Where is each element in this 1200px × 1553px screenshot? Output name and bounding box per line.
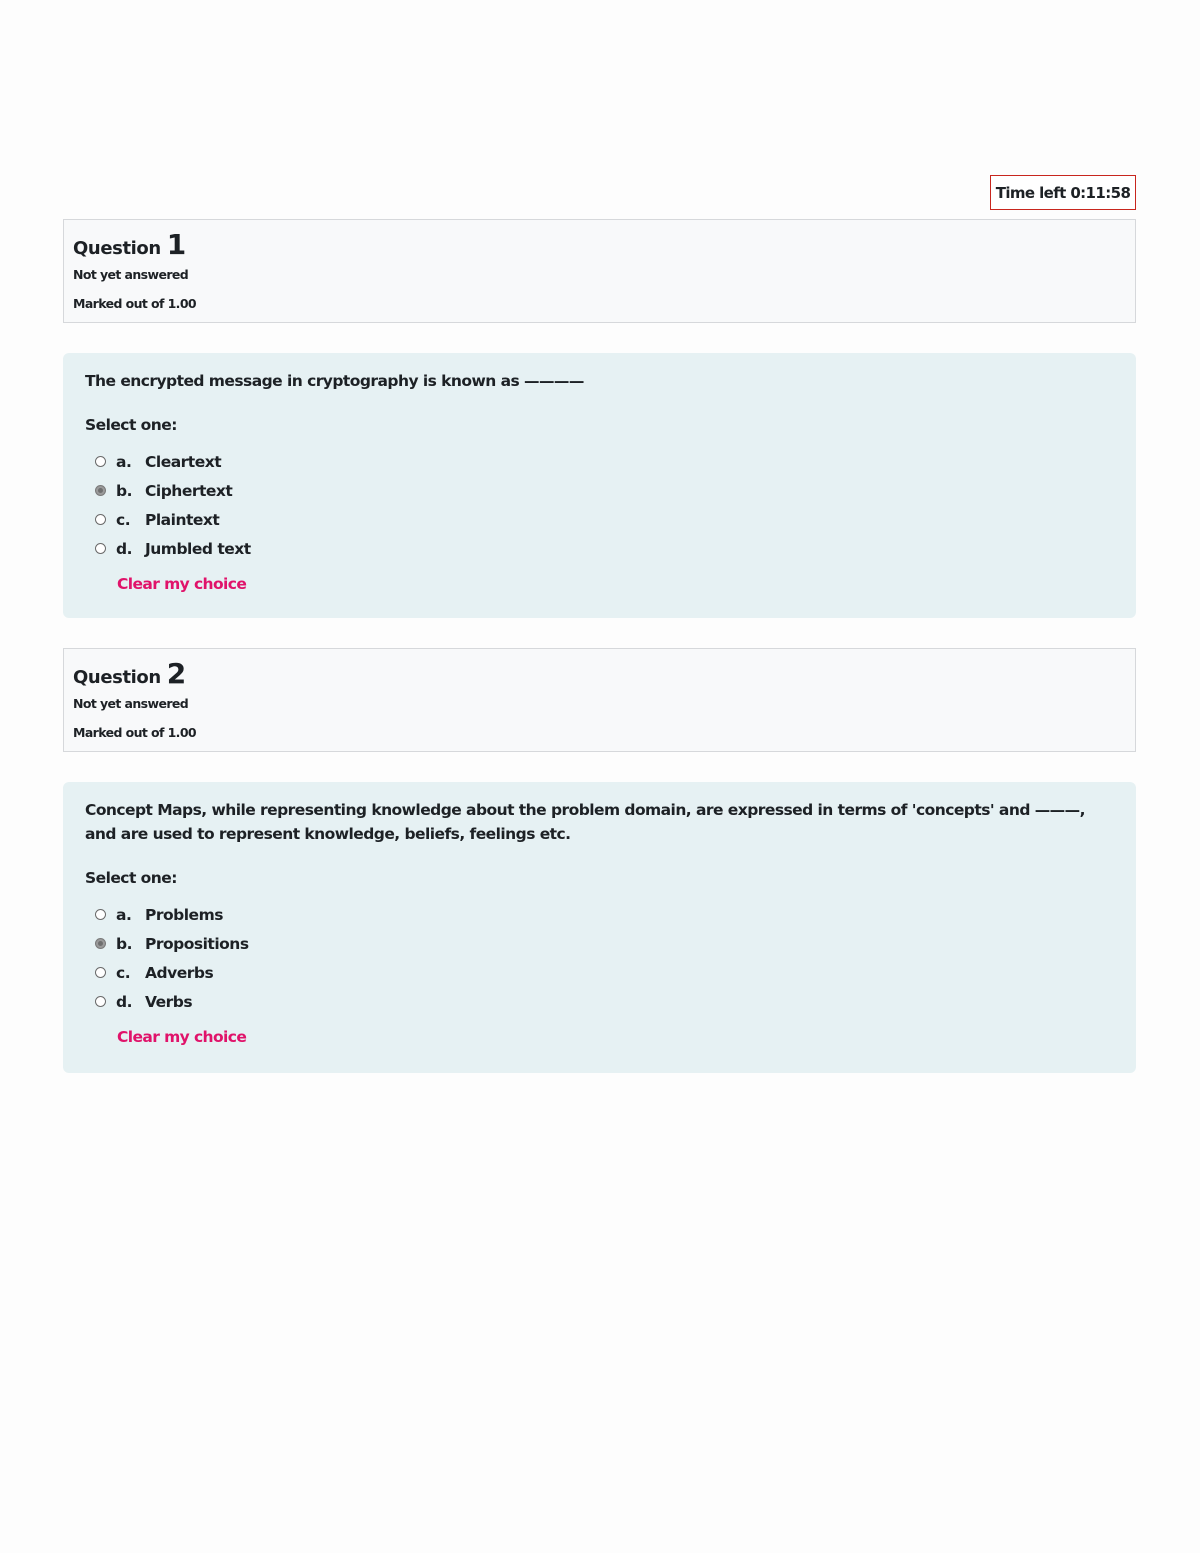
answer-option-b[interactable]: [85, 929, 1114, 958]
option-text: Propositions: [145, 934, 249, 953]
question-text: The encrypted message in cryptography is known as ————: [85, 372, 584, 390]
option-text: Jumbled text: [145, 539, 251, 558]
answer-option-b[interactable]: [85, 476, 1114, 505]
question-2-content: [63, 782, 1136, 1073]
question-grade: Marked out of 1.00: [73, 296, 197, 311]
option-letter: b.: [116, 481, 132, 500]
clear-my-choice-link[interactable]: Clear my choice: [117, 575, 247, 593]
question-number: 2: [166, 657, 187, 690]
answer-option-c[interactable]: [85, 958, 1114, 987]
option-letter: a.: [116, 905, 132, 924]
question-text: Concept Maps, while representing knowledge about the problem domain, are expressed in terms of 'concepts' and ———, and are used to represent knowledge, beliefs, feelings etc.: [85, 801, 1085, 843]
select-one-prompt: Select one:: [85, 416, 177, 434]
answer-option-d[interactable]: [85, 534, 1114, 563]
question-label: Question: [73, 238, 161, 259]
question-2-info: [63, 648, 1136, 752]
radio-button[interactable]: [95, 967, 106, 978]
clear-my-choice-link[interactable]: Clear my choice: [117, 1028, 247, 1046]
option-text: Cleartext: [145, 452, 222, 471]
option-letter: d.: [116, 992, 132, 1011]
option-letter: b.: [116, 934, 132, 953]
radio-button-selected[interactable]: [95, 938, 106, 949]
option-text: Ciphertext: [145, 481, 233, 500]
option-letter: c.: [116, 963, 131, 982]
radio-button-selected[interactable]: [95, 485, 106, 496]
question-number: 1: [166, 228, 187, 261]
option-letter: a.: [116, 452, 132, 471]
radio-button[interactable]: [95, 456, 106, 467]
option-text: Adverbs: [145, 963, 214, 982]
question-1-content: [63, 353, 1136, 618]
question-label: Question: [73, 667, 161, 688]
answer-options: [85, 447, 1114, 563]
option-letter: c.: [116, 510, 131, 529]
question-1-title: [73, 228, 1126, 262]
select-one-prompt: Select one:: [85, 869, 177, 887]
question-state: Not yet answered: [73, 696, 189, 711]
option-text: Problems: [145, 905, 223, 924]
question-state: Not yet answered: [73, 267, 189, 282]
answer-option-a[interactable]: [85, 900, 1114, 929]
radio-button[interactable]: [95, 996, 106, 1007]
option-text: Plaintext: [145, 510, 220, 529]
option-text: Verbs: [145, 992, 193, 1011]
question-2-title: [73, 657, 1126, 691]
answer-option-a[interactable]: [85, 447, 1114, 476]
answer-option-d[interactable]: [85, 987, 1114, 1016]
answer-option-c[interactable]: [85, 505, 1114, 534]
question-1-info: [63, 219, 1136, 323]
radio-button[interactable]: [95, 909, 106, 920]
question-grade: Marked out of 1.00: [73, 725, 197, 740]
radio-button[interactable]: [95, 514, 106, 525]
answer-options: [85, 900, 1114, 1016]
time-left-timer: Time left 0:11:58: [990, 175, 1136, 210]
radio-button[interactable]: [95, 543, 106, 554]
option-letter: d.: [116, 539, 132, 558]
